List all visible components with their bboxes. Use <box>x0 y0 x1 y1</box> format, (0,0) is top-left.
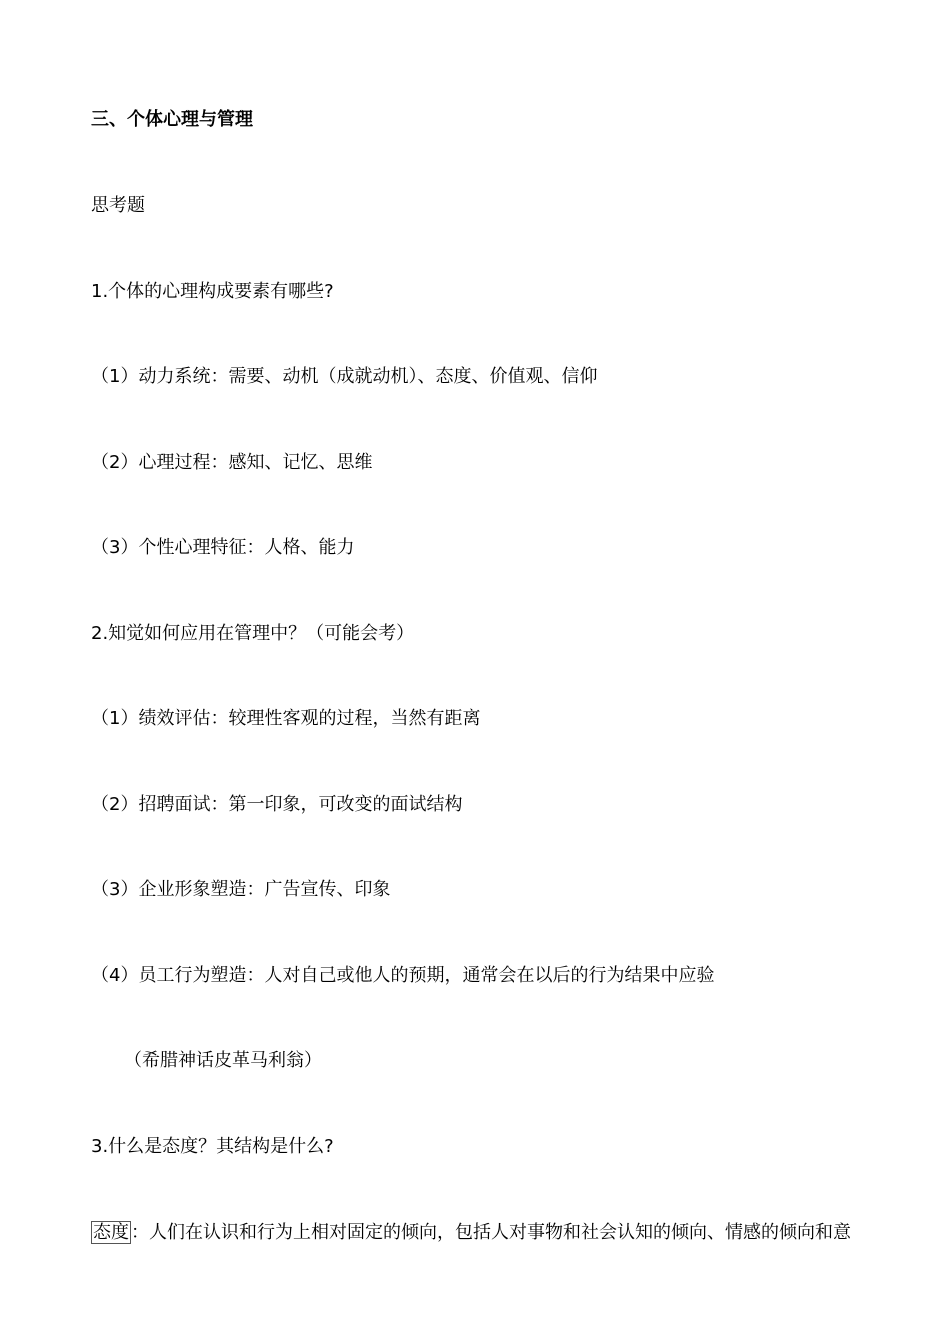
q2-item-2: （2）招聘面试：第一印象，可改变的面试结构 <box>91 794 463 815</box>
section-title: 三、个体心理与管理 <box>91 109 253 130</box>
q1-item-1: （1）动力系统：需要、动机（成就动机）、态度、价值观、信仰 <box>91 366 598 387</box>
q2-note: （希腊神话皮革马利翁） <box>124 1050 322 1071</box>
q2-item-4: （4）员工行为塑造：人对自己或他人的预期，通常会在以后的行为结果中应验 <box>91 965 715 986</box>
question-2: 2.知觉如何应用在管理中？（可能会考） <box>91 623 415 644</box>
question-3: 3.什么是态度？其结构是什么? <box>91 1136 334 1157</box>
q1-item-2: （2）心理过程：感知、记忆、思维 <box>91 452 373 473</box>
subtitle: 思考题 <box>91 195 145 216</box>
q1-item-3: （3）个性心理特征：人格、能力 <box>91 537 355 558</box>
q3-definition-line <box>91 1221 851 1245</box>
q2-item-3: （3）企业形象塑造：广告宣传、印象 <box>91 879 391 900</box>
q3-definition: ：人们在认识和行为上相对固定的倾向，包括人对事物和社会认知的倾向、情感的倾向和意 <box>131 1222 851 1243</box>
term-attitude: 态度 <box>93 1222 129 1243</box>
q2-item-1: （1）绩效评估：较理性客观的过程，当然有距离 <box>91 708 481 729</box>
question-1: 1.个体的心理构成要素有哪些? <box>91 281 334 302</box>
